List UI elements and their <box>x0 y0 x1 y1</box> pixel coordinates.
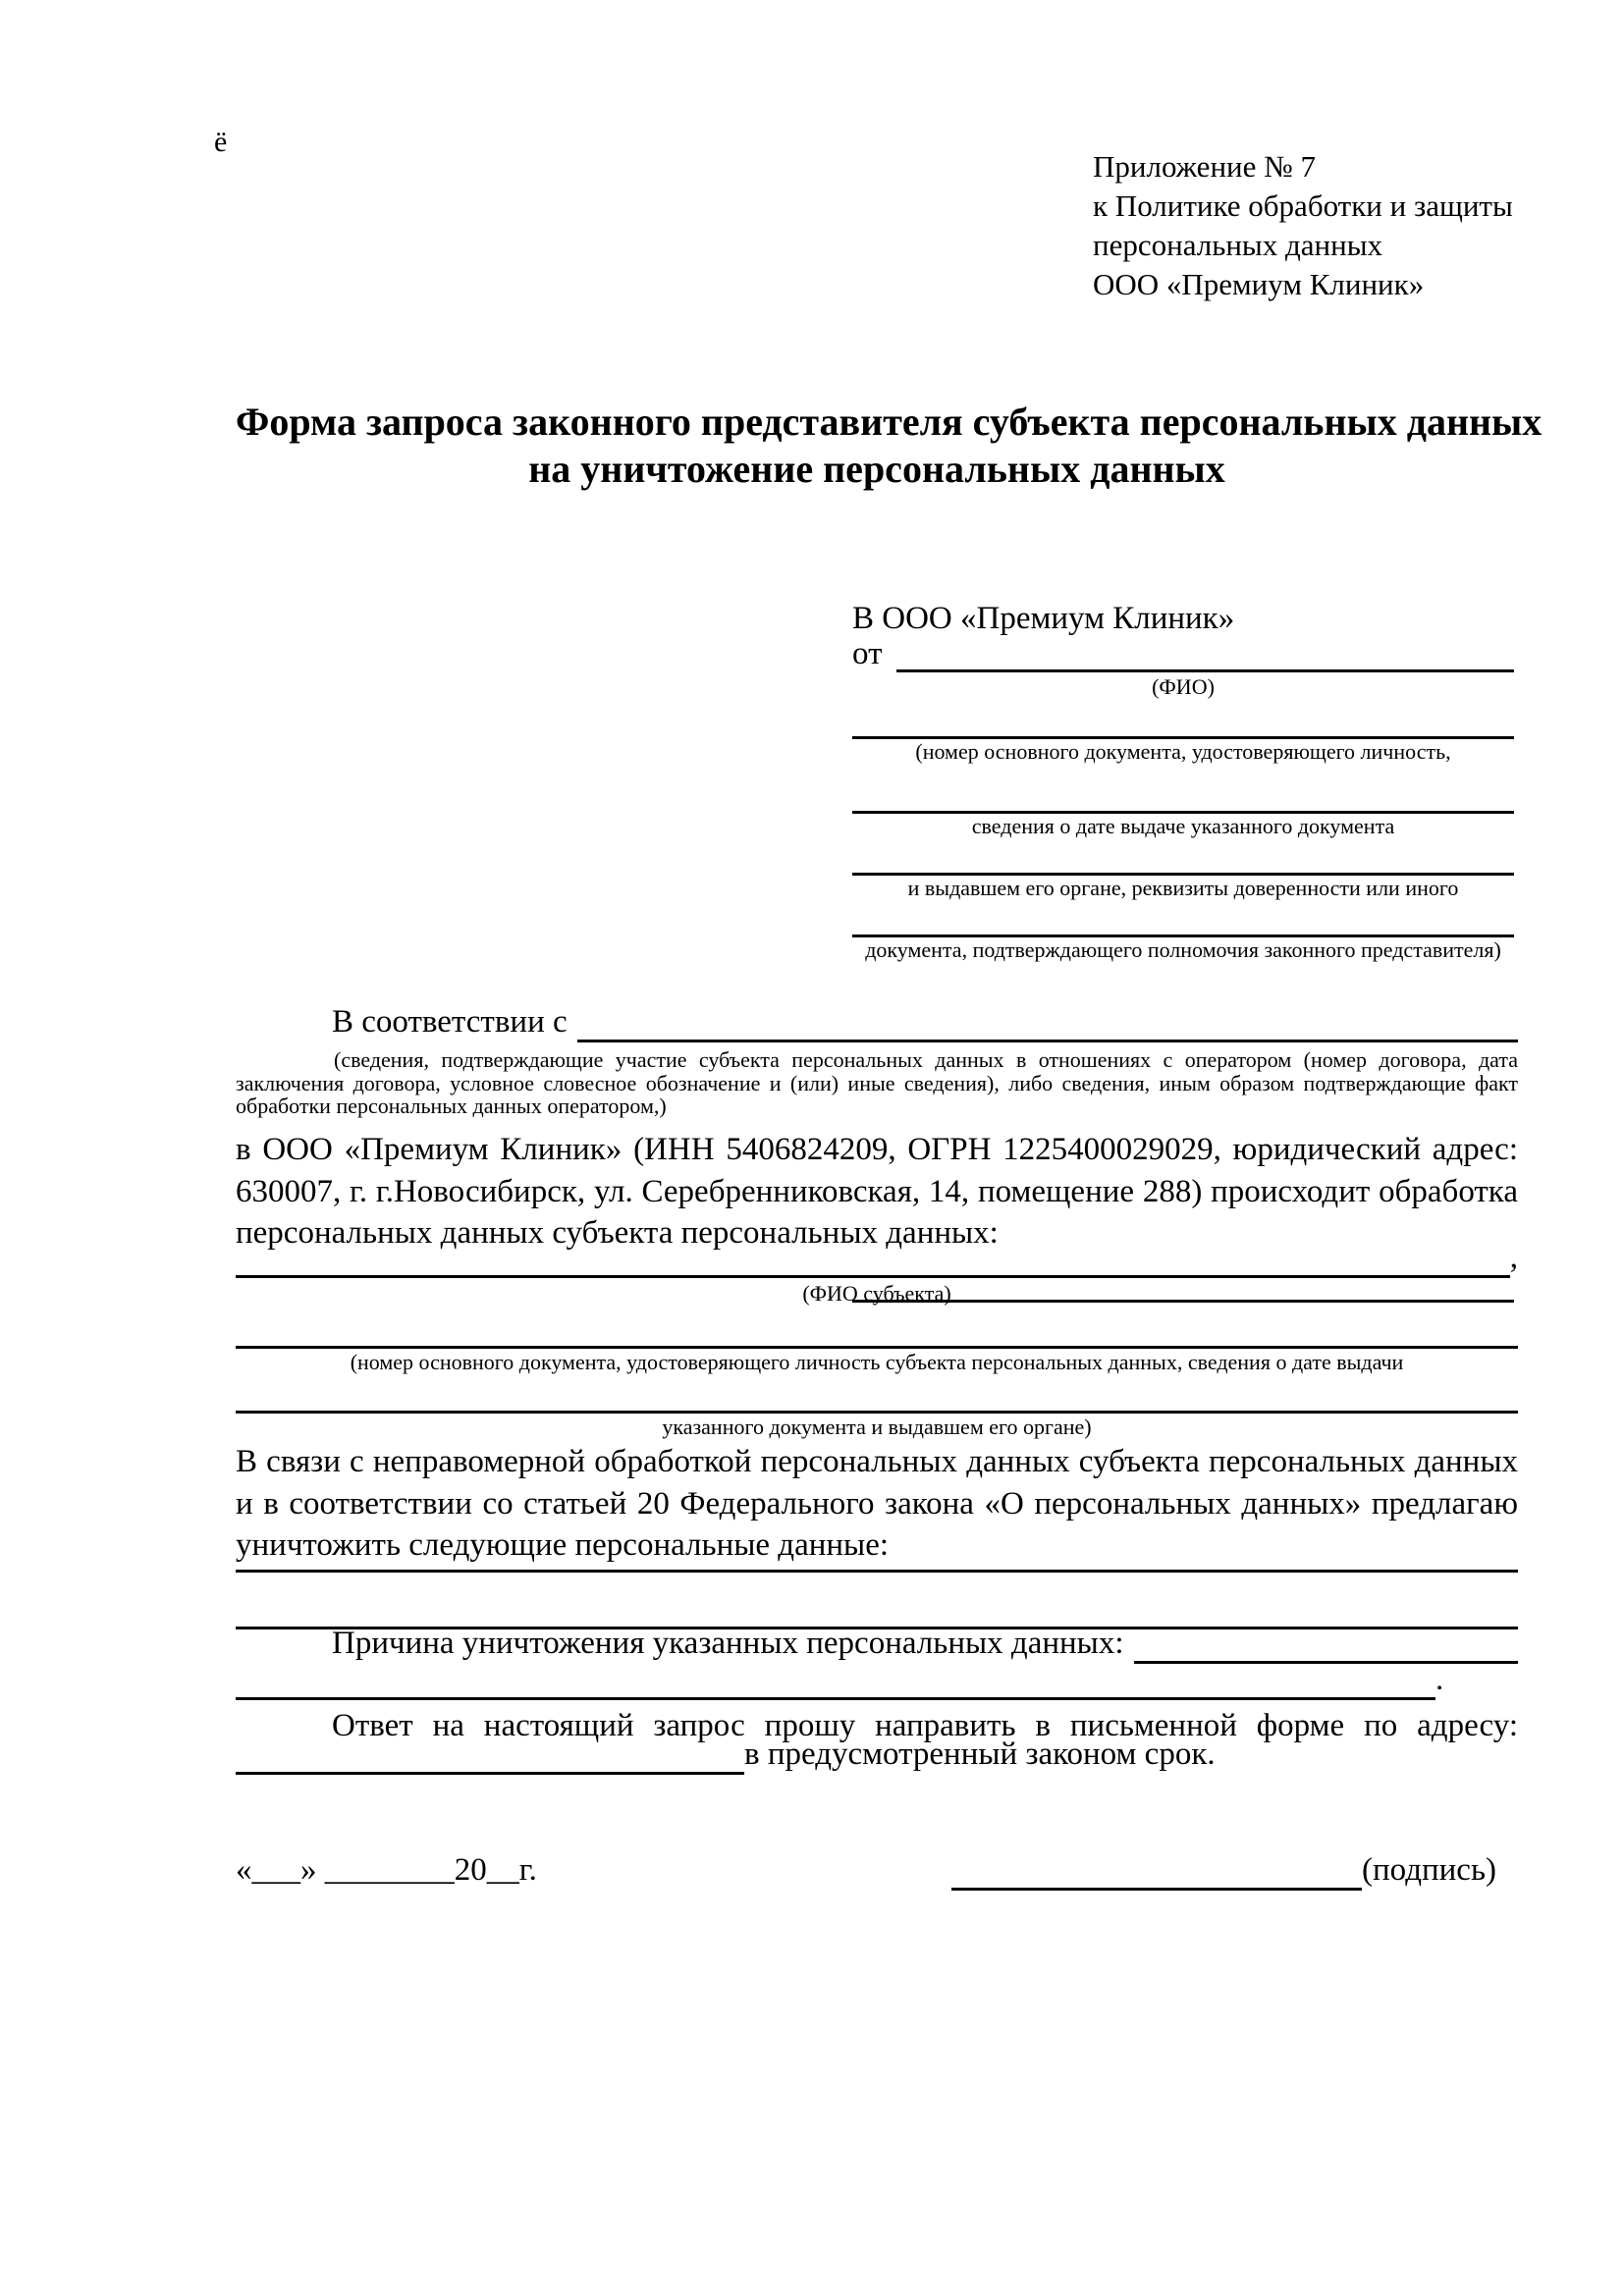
accordance-fill-line <box>577 1040 1518 1042</box>
trailing-comma: , <box>1509 1239 1518 1275</box>
reply-tail-row <box>236 1735 1518 1775</box>
appendix-header-line: к Политике обработки и защиты <box>1093 188 1513 223</box>
representative-doc-fill-line-4 <box>852 910 1514 937</box>
signature-group <box>951 1849 1496 1892</box>
stray-char: ё <box>214 126 228 158</box>
reason-label: Причина уничтожения указанных персональных данных: <box>332 1625 1124 1661</box>
representative-doc-caption-2: сведения о дате выдаче указанного документа <box>971 814 1395 838</box>
reply-paragraph: Ответ на настоящий запрос прошу направить в письменной форме по адресу: <box>332 1708 1518 1743</box>
date-blank: «___» ________20__г. <box>236 1851 537 1888</box>
reason-continuation-row <box>236 1661 1518 1700</box>
representative-doc-caption-3: и выдавшем его органе, реквизиты доверенности или иного <box>907 876 1459 900</box>
from-label: от <box>852 636 883 671</box>
signature-row <box>236 1853 1518 1891</box>
subject-doc-caption-2: указанного документа и выдавшем его органе) <box>662 1415 1092 1439</box>
accordance-row <box>236 1003 1518 1042</box>
operator-paragraph: в ООО «Премиум Клиник» (ИНН 5406824209, ОГРН 1225400029029, юридический адрес: 630007, г. г.Новосибирск, ул. Серебренниковская, 14, помещение 288) происходит обработка персональных данных субъекта персональных данных: <box>236 1132 1518 1251</box>
representative-doc-fill-line-2 <box>852 774 1514 814</box>
reason-fill-line <box>1134 1661 1518 1664</box>
appendix-header-line: персональных данных <box>1093 228 1383 262</box>
from-row <box>852 636 1514 672</box>
reason-row <box>236 1625 1518 1664</box>
appendix-header <box>1093 147 1513 304</box>
data-fill-line-1 <box>236 1539 1518 1573</box>
addressee-to: В ООО «Премиум Клиник» <box>852 601 1235 636</box>
signature-fill-line <box>951 1888 1362 1891</box>
title-line-2: на уничтожение персональных данных <box>528 447 1225 491</box>
subject-doc-caption-1: (номер основного документа, удостоверяющего личность субъекта персональных данных, сведения о дате выдачи <box>350 1350 1404 1374</box>
signature-caption: (подпись) <box>1362 1851 1496 1888</box>
subject-doc-fill-line-1 <box>236 1315 1518 1349</box>
appendix-header-line: Приложение № 7 <box>1093 149 1316 184</box>
trailing-period: . <box>1435 1661 1444 1697</box>
appendix-header-line: ООО «Премиум Клиник» <box>1093 267 1425 301</box>
subject-doc-fill-line-2 <box>236 1380 1518 1414</box>
accordance-note: (сведения, подтверждающие участие субъекта персональных данных в отношениях с оператором (номер договора, дата заключения договора, условное словесное обозначение и (или) иные сведения), либо сведения, иным образом подтверждающие факт обработки персональных данных оператором,) <box>236 1047 1518 1118</box>
representative-doc-fill-line-1 <box>852 699 1514 739</box>
representative-doc-caption-4: документа, подтверждающего полномочия законного представителя) <box>865 937 1501 962</box>
demand-paragraph: В связи с неправомерной обработкой персональных данных субъекта персональных данных и в соответствии со статьей 20 Федерального закона «О персональных данных» предлагаю уничтожить следующие персональные данные: <box>236 1444 1518 1563</box>
subject-fio-caption: (ФИО субъекта) <box>802 1281 951 1306</box>
subject-fio-row <box>236 1239 1518 1278</box>
reply-tail-text: в предусмотренный законом срок. <box>744 1735 1216 1772</box>
fio-caption: (ФИО) <box>1152 674 1215 699</box>
representative-doc-caption-1: (номер основного документа, удостоверяющего личность, <box>915 739 1451 764</box>
reason-fill-line-2 <box>236 1697 1435 1700</box>
subject-fio-fill-line <box>236 1275 1510 1278</box>
document-title <box>236 399 1543 493</box>
address-fill-line <box>236 1772 744 1775</box>
title-line-1: Форма запроса законного представителя субъекта персональных данных <box>236 400 1543 444</box>
accordance-label: В соответствии с <box>332 1003 568 1040</box>
from-fill-line <box>896 669 1515 672</box>
addressee-block <box>852 601 1514 974</box>
representative-doc-fill-line-3 <box>852 848 1514 876</box>
